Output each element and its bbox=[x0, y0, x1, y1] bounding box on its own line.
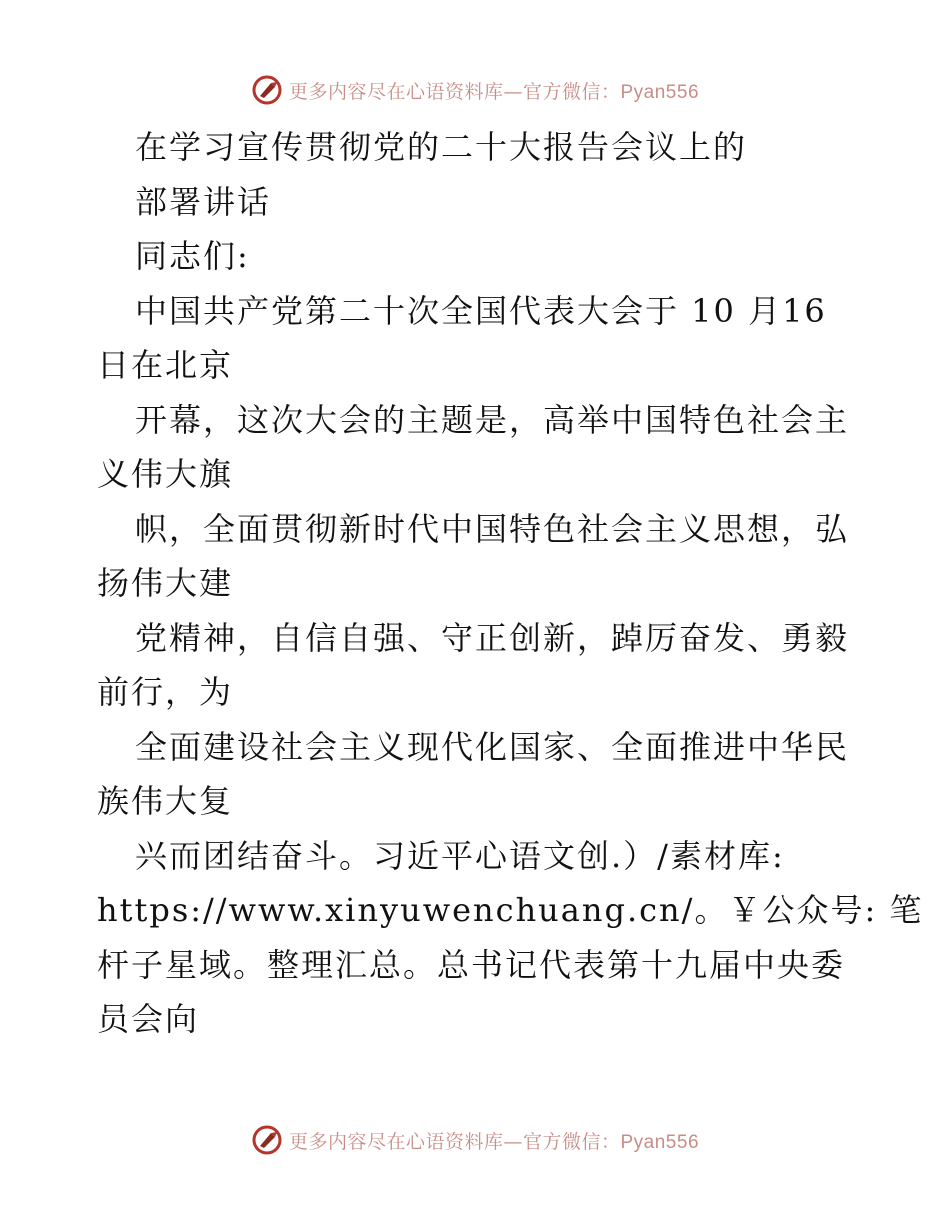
body-line: 党精神，自信自强、守正创新，踔厉奋发、勇毅 bbox=[135, 618, 850, 657]
body-line: 扬伟大建 bbox=[97, 564, 234, 602]
banner-contact: Pyan556 bbox=[620, 81, 700, 103]
body-line: 前行，为 bbox=[97, 673, 234, 711]
document-title-line-2: 部署讲话 bbox=[135, 182, 272, 221]
body-line: 帜，全面贯彻新时代中国特色社会主义思想，弘 bbox=[135, 509, 850, 548]
body-line: 员会向 bbox=[97, 1000, 200, 1038]
banner-text: 更多内容尽在心语资料库—官方微信：Pyan556 bbox=[288, 80, 700, 103]
body-line-url: https://www.xinyuwenchuang.cn/。￥公众号: 笔 bbox=[97, 891, 924, 929]
body-line: 杆子星域。整理汇总。总书记代表第十九届中央委 bbox=[97, 945, 846, 984]
footer-banner bbox=[0, 1120, 950, 1160]
banner-contact: Pyan556 bbox=[620, 1131, 700, 1153]
salutation: 同志们: bbox=[135, 237, 250, 275]
document-title-line-1: 在学习宣传贯彻党的二十大报告会议上的 bbox=[135, 128, 748, 166]
pen-nib-logo-icon bbox=[251, 74, 283, 106]
banner-text: 更多内容尽在心语资料库—官方微信：Pyan556 bbox=[288, 1130, 700, 1153]
body-line: 兴而团结奋斗。习近平心语文创.）/素材库: bbox=[135, 836, 785, 875]
body-line: 全面建设社会主义现代化国家、全面推进中华民 bbox=[135, 727, 850, 766]
body-line: 日在北京 bbox=[97, 346, 234, 384]
pen-nib-logo-icon bbox=[251, 1124, 283, 1156]
document-body bbox=[97, 120, 924, 1047]
body-line: 族伟大复 bbox=[97, 782, 234, 820]
body-line: 中国共产党第二十次全国代表大会于 10 月16 bbox=[135, 291, 827, 330]
body-line: 开幕，这次大会的主题是，高举中国特色社会主 bbox=[135, 400, 850, 439]
body-line: 义伟大旗 bbox=[97, 455, 234, 493]
header-banner bbox=[0, 70, 950, 110]
